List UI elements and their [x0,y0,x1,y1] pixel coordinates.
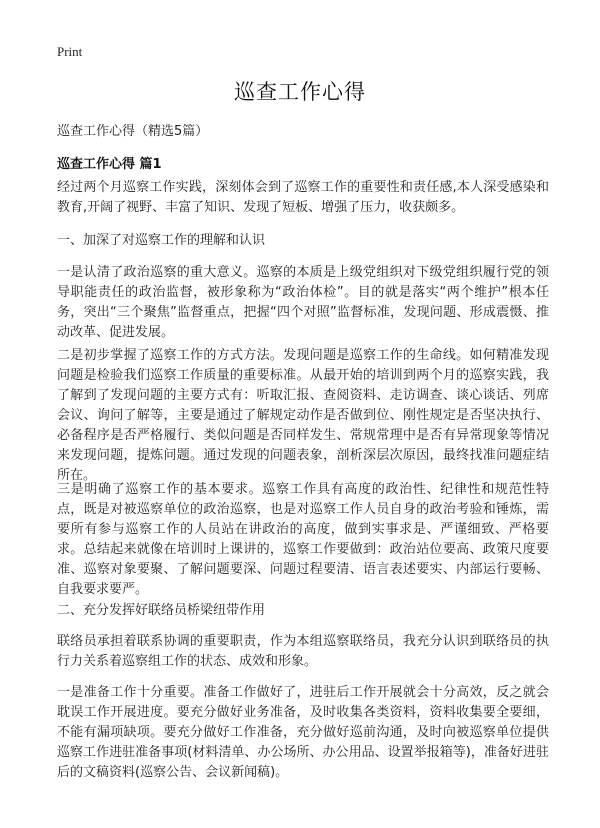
paragraph-requirements: 三是明确了巡察工作的基本要求。巡察工作具有高度的政治性、纪律性和规范性特点，既是对被巡察单位的政治巡察，也是对巡察工作人员自身的政治考验和锤炼，需要所有参与巡察工作的人员站在讲政治的高度，做到实事求是、严谨细致、严格要求。总结起来就像在培训时上课讲的，巡察工作要做到：政治站位要高、政策尺度要准、巡察对象要聚、了解问题要深、问题过程要清、语言表述要实、内部运行要畅、自我要求要严。 [57,482,549,597]
paragraph-liaison-role: 联络员承担着联系协调的重要职责，作为本组巡察联络员，我充分认识到联络员的执行力关系着巡察组工作的状态、成效和形象。 [57,634,549,669]
document-title: 巡查工作心得 [234,80,366,104]
print-link[interactable]: Print [57,44,83,59]
subheading-liaison: 二、充分发挥好联络员桥梁纽带作用 [57,603,266,618]
paragraph-political-significance: 一是认清了政治巡察的重大意义。巡察的本质是上级党组织对下级党组织履行党的领导职能责任的政治监督，被形象称为“政治体检”。目的就是落实“两个维护”根本任务，突出“三个聚焦”监督重点，把握“四个对照”监督标准，发现问题、形成震慑、推动改革、促进发展。 [57,265,549,340]
document-subtitle: 巡查工作心得（精选5篇） [57,124,209,139]
paragraph-intro: 经过两个月巡察工作实践，深刻体会到了巡察工作的重要性和责任感,本人深受感染和教育,开阔了视野、丰富了知识、发现了短板、增强了压力，收获颇多。 [57,180,549,215]
paragraph-preparation: 一是准备工作十分重要。准备工作做好了，进驻后工作开展就会十分高效，反之就会耽误工作开展进度。要充分做好业务准备，及时收集各类资料，资料收集要全要细，不能有漏项缺项。要充分做好工作准备，充分做好巡前沟通，及时向被巡察单位提供巡察工作进驻准备事项(材料清单、办公场所、办公用品、设置举报箱等)，准备好进驻后的文稿资料(巡察公告、会议新闻稿)。 [57,685,549,780]
subheading-understanding: 一、加深了对巡察工作的理解和认识 [57,233,266,248]
paragraph-methods: 二是初步掌握了巡察工作的方式方法。发现问题是巡察工作的生命线。如何精准发现问题是检验我们巡察工作质量的重要标准。从最开始的培训到两个月的巡察实践，我了解到了发现问题的主要方式有：听取汇报、查阅资料、走访调查、谈心谈话、列席会议、询问了解等，主要是通过了解规定动作是否做到位、刚性规定是否坚决执行、必备程序是否严格履行、类似问题是否同样发生、常规常理中是否有异常现象等情况来发现问题，提炼问题。通过发现的问题表象，剖析深层次原因，最终找准问题症结所在。 [57,348,549,483]
section-heading: 巡查工作心得 篇1 [57,157,162,172]
